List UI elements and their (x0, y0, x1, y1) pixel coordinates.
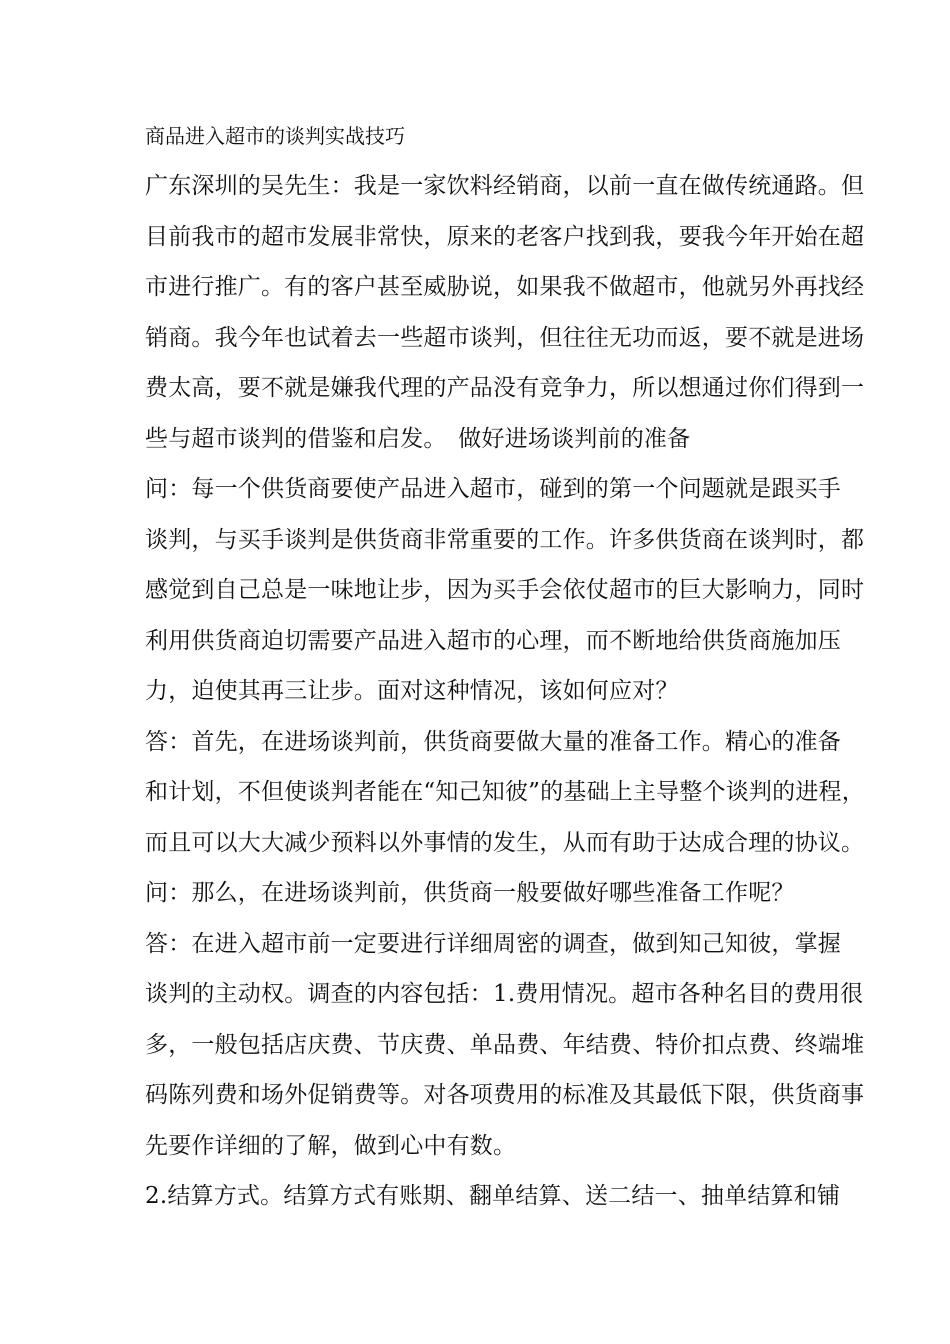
body-line-19: 码陈列费和场外促销费等。对各项费用的标准及其最低下限，供货商事 (145, 1082, 865, 1108)
body-line-1: 广东深圳的吴先生：我是一家饮料经销商，以前一直在做传统通路。但 (145, 173, 865, 199)
document-body (145, 166, 865, 1227)
body-line-2: 目前我市的超市发展非常快，原来的老客户找到我，要我今年开始在超 (145, 223, 865, 250)
body-line-8: 谈判，与买手谈判是供货商非常重要的工作。许多供货商在谈判时，都 (145, 526, 865, 553)
document-title: 商品进入超市的谈判实战技巧 (145, 124, 405, 148)
body-line-17: 谈判的主动权。调查的内容包括：1.费用情况。超市各种名目的费用很 (145, 981, 864, 1007)
body-line-21: 2.结算方式。结算方式有账期、翻单结算、送二结一、抽单结算和铺 (145, 1183, 841, 1209)
body-line-12: 答：首先，在进场谈判前，供货商要做大量的准备工作。精心的准备 (145, 728, 841, 755)
body-line-7: 问：每一个供货商要使产品进入超市，碰到的第一个问题就是跟买手 (145, 476, 841, 502)
body-line-10: 利用供货商迫切需要产品进入超市的心理，而不断地给供货商施加压 (145, 627, 841, 654)
body-line-20: 先要作详细的了解，做到心中有数。 (145, 1132, 517, 1159)
body-line-13: 和计划，不但使谈判者能在“知己知彼”的基础上主导整个谈判的进程， (145, 779, 865, 805)
body-line-9: 感觉到自己总是一味地让步，因为买手会依仗超市的巨大影响力，同时 (145, 577, 865, 603)
body-line-5: 费太高，要不就是嫌我代理的产品没有竞争力，所以想通过你们得到一 (145, 375, 865, 401)
body-line-6: 些与超市谈判的借鉴和启发。 做好进场谈判前的准备 (145, 425, 691, 452)
body-line-4: 销商。我今年也试着去一些超市谈判，但往往无功而返，要不就是进场 (145, 324, 865, 351)
body-line-16: 答：在进入超市前一定要进行详细周密的调查，做到知己知彼，掌握 (145, 930, 841, 957)
body-line-18: 多，一般包括店庆费、节庆费、单品费、年结费、特价扣点费、终端堆 (145, 1031, 865, 1058)
body-line-14: 而且可以大大减少预料以外事情的发生，从而有助于达成合理的协议。 (145, 829, 865, 856)
body-line-15: 问：那么，在进场谈判前，供货商一般要做好哪些准备工作呢？ (145, 880, 795, 906)
body-line-3: 市进行推广。有的客户甚至威胁说，如果我不做超市，他就另外再找经 (145, 274, 865, 300)
body-line-11: 力，迫使其再三让步。面对这种情况，该如何应对？ (145, 678, 679, 704)
